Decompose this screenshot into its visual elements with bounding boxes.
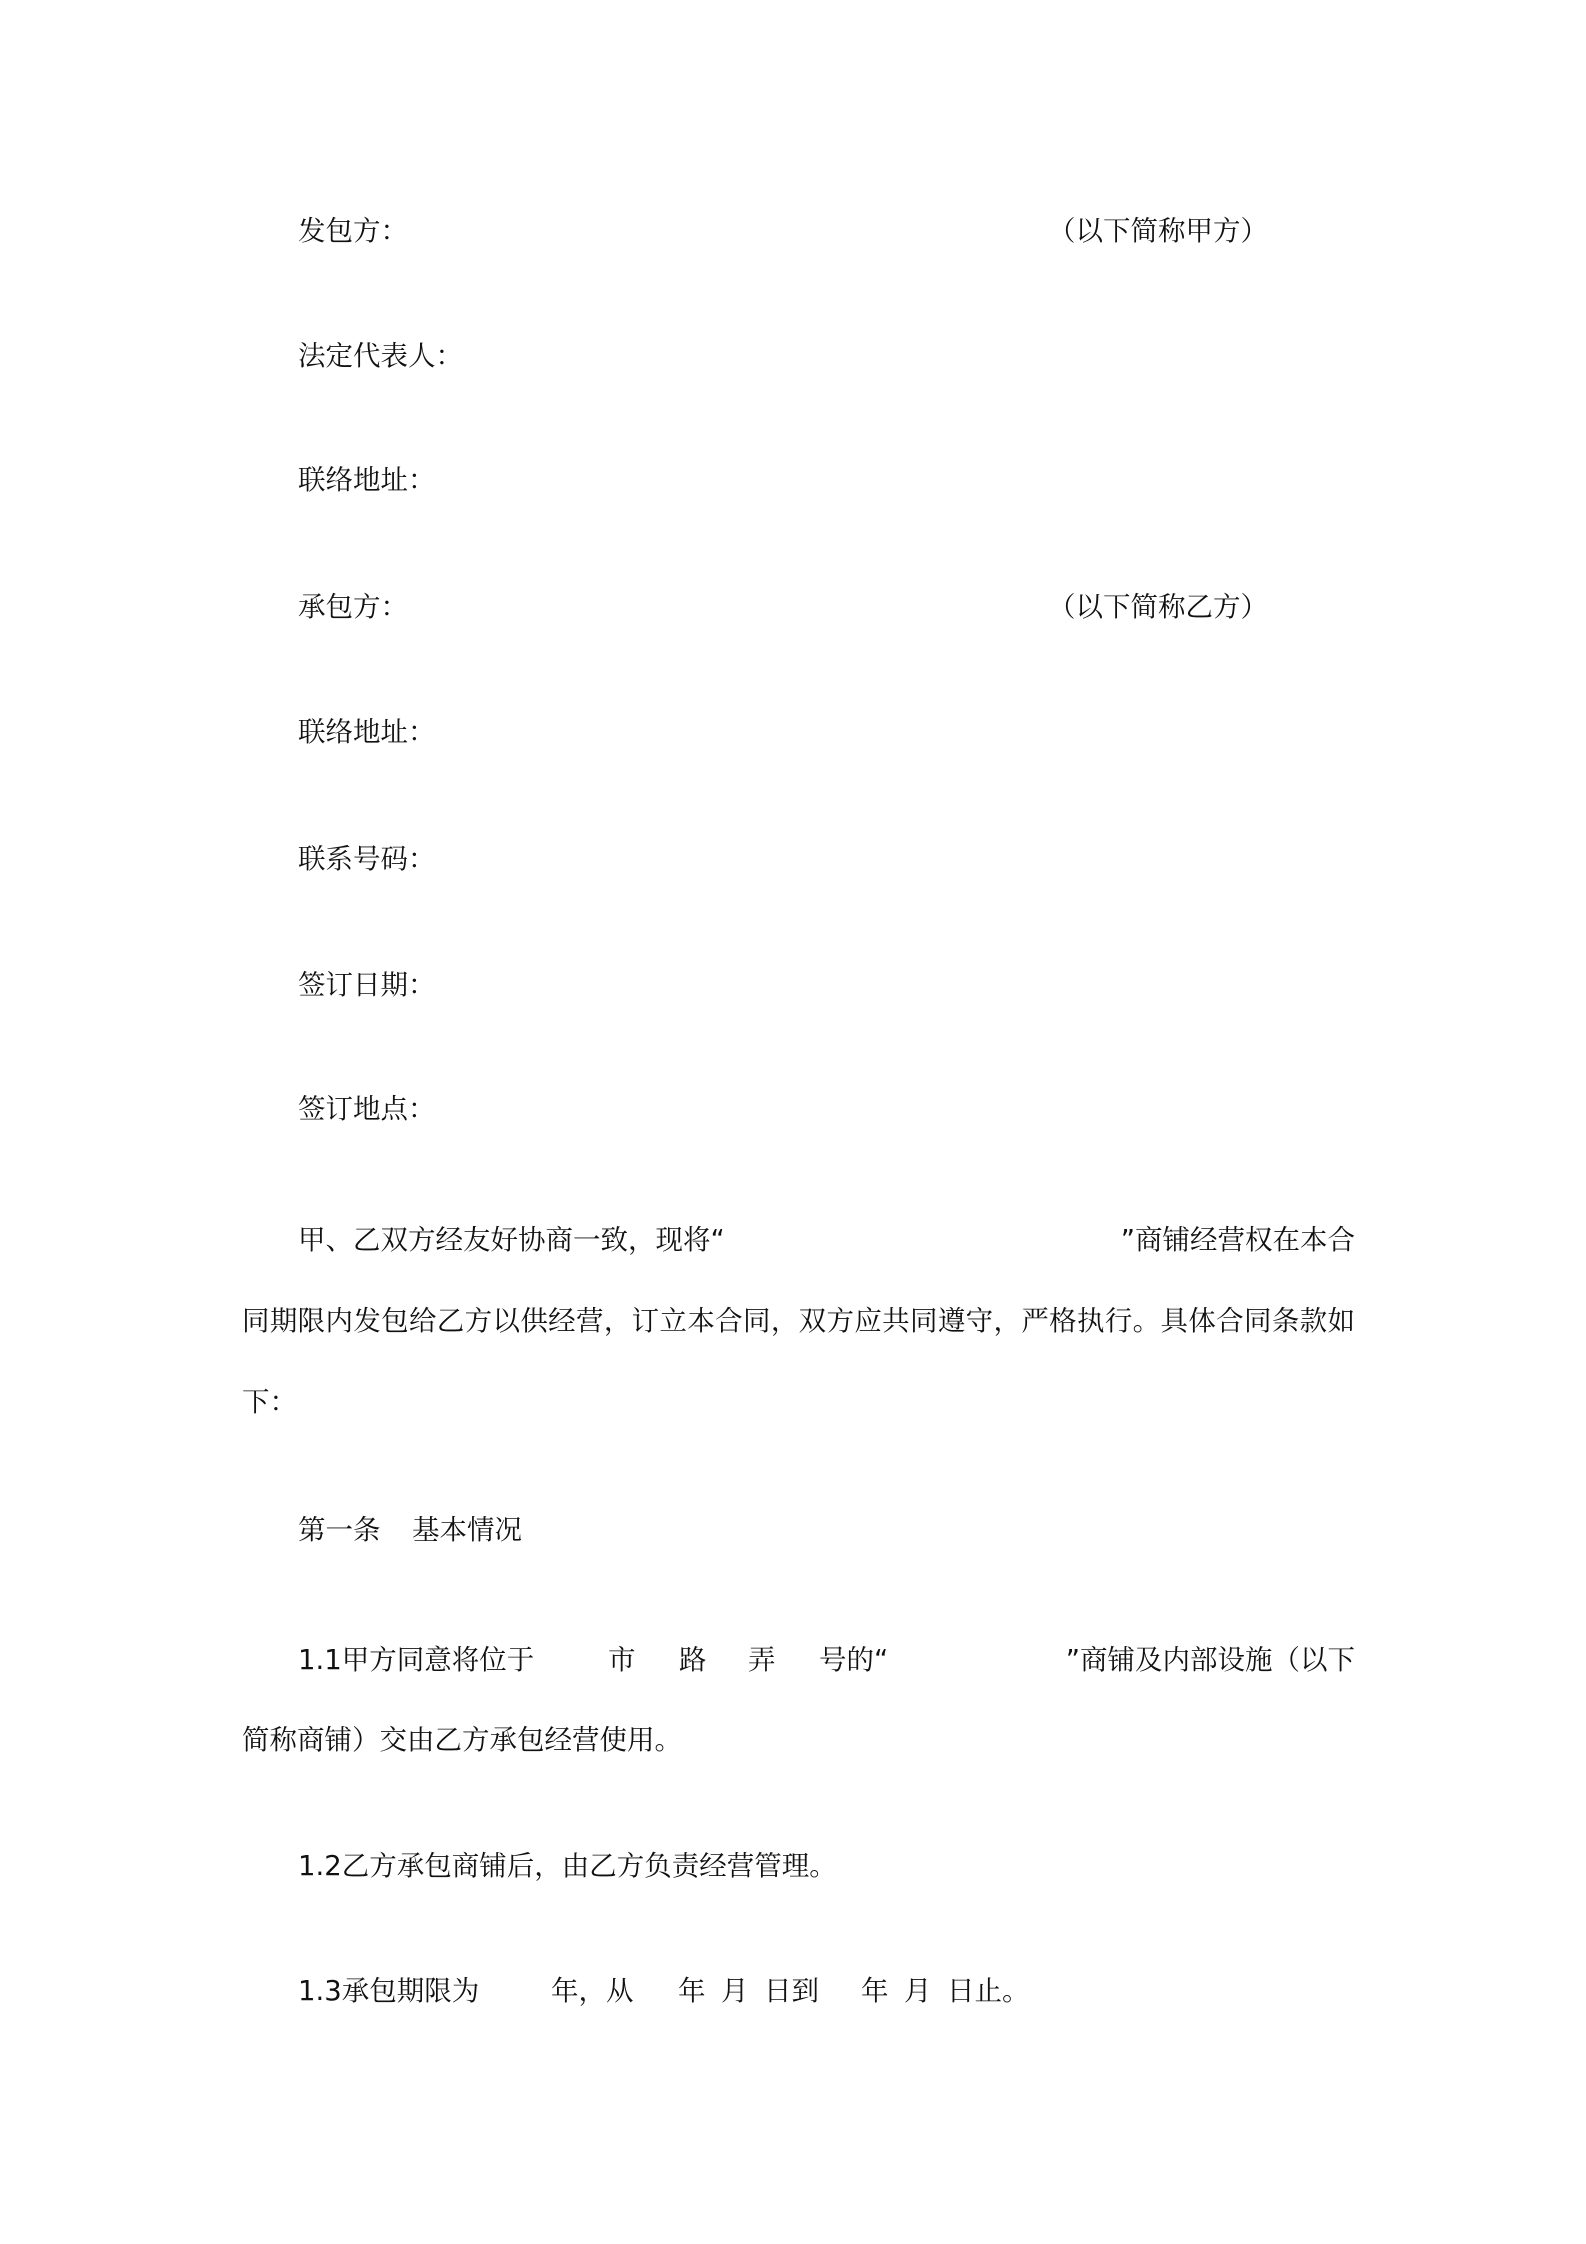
preamble-text-line-3: 下： [242,1386,297,1418]
clause-1-3-end-month: 月 [904,1975,932,2007]
clause-1-1-line-1 [0,1640,1586,1680]
preamble-text-line-2: 同期限内发包给乙方以供经营，订立本合同，双方应共同遵守，严格执行。具体合同条款如 [242,1305,1355,1337]
contractor-address-row [0,712,1586,752]
contractor-row [0,587,1586,627]
preamble-line-1 [0,1220,1586,1260]
preamble-text-end: ”商铺经营权在本合 [1120,1224,1355,1256]
preamble-line-3 [0,1382,1586,1422]
clause-1-2 [0,1846,1586,1886]
clause-1-1-continuation: 简称商铺）交由乙方承包经营使用。 [242,1724,682,1756]
signing-place-label: 签订地点： [298,1093,436,1125]
clause-1-1-number: 号的“ [819,1644,889,1676]
preamble-line-2 [0,1301,1586,1341]
article-number: 第一条 [298,1514,381,1546]
issuer-alias-note: （以下简称甲方） [1048,215,1268,247]
clause-1-1-shop-text: ”商铺及内部设施（以下 [1065,1644,1355,1676]
clause-1-2-text: 1.2乙方承包商铺后，由乙方负责经营管理。 [298,1850,837,1882]
contact-number-row [0,839,1586,879]
clause-1-3-start-month: 月 [721,1975,749,2007]
clause-1-3-start-day: 日到 [764,1975,819,2007]
preamble-text-start: 甲、乙双方经友好协商一致，现将“ [298,1224,725,1256]
clause-1-1-line-2 [0,1720,1586,1760]
legal-representative-row [0,336,1586,376]
clause-1-3-years-from: 年，从 [551,1975,634,2007]
contractor-alias-note: （以下简称乙方） [1048,591,1268,623]
clause-1-3-start-year: 年 [678,1975,706,2007]
issuer-address-row [0,460,1586,500]
article-1-heading [0,1510,1586,1550]
issuer-label: 发包方： [298,215,408,247]
legal-representative-label: 法定代表人： [298,340,463,372]
clause-1-3-end-year: 年 [861,1975,889,2007]
clause-1-3 [0,1971,1586,2011]
clause-1-3-intro: 1.3承包期限为 [298,1975,480,2007]
clause-1-1-lane: 弄 [748,1644,776,1676]
article-title: 基本情况 [412,1514,522,1546]
contractor-label: 承包方： [298,591,408,623]
contact-number-label: 联系号码： [298,843,436,875]
clause-1-1-road: 路 [679,1644,707,1676]
clause-1-3-end-day: 日止。 [947,1975,1030,2007]
issuer-address-label: 联络地址： [298,464,436,496]
signing-date-label: 签订日期： [298,969,436,1001]
clause-1-1-city: 市 [608,1644,636,1676]
issuer-row [0,211,1586,251]
clause-1-1-intro: 1.1甲方同意将位于 [298,1644,535,1676]
contractor-address-label: 联络地址： [298,716,436,748]
signing-date-row [0,965,1586,1005]
signing-place-row [0,1089,1586,1129]
